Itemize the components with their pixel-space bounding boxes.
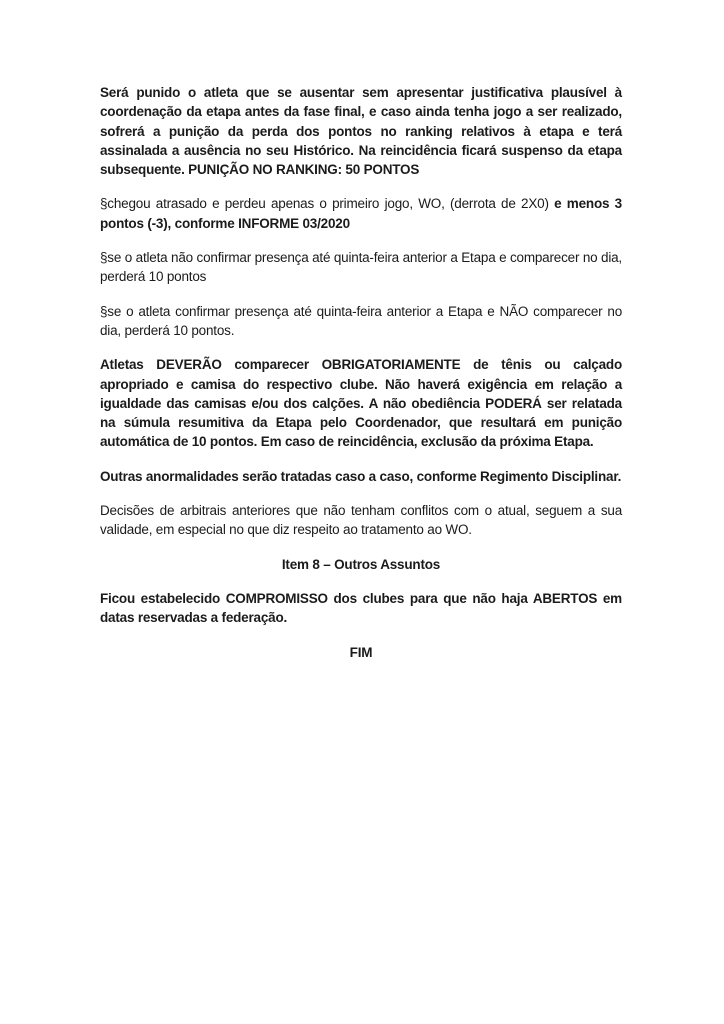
heading-item-8: [100, 555, 622, 574]
text-run: §se o atleta não confirmar presença até quinta-feira anterior a Etapa e comparecer no dia, perderá 10 pontos: [100, 250, 622, 285]
paragraph-late-wo-informe: [100, 194, 622, 233]
text-run: e menos 3 pontos (-3), conforme INFORME 03/2020: [100, 196, 622, 231]
text-run: §chegou atrasado e perdeu apenas o primeiro jogo, WO, (derrota de 2X0): [100, 196, 555, 212]
text-run: FIM: [349, 644, 373, 660]
text-run: Será punido o atleta que se ausentar sem apresentar justificativa plausível à coordenação da etapa antes da fase final, e caso ainda tenha jogo a ser realizado, sofrerá a punição da perda dos pontos no ranking relativos à etapa e terá assinalada a ausência no seu Histórico. Na reincidência ficará suspenso da etapa subsequente. PUNIÇÃO NO RANKING: 50 PONTOS: [100, 85, 622, 178]
paragraph-confirm-no-show: [100, 302, 622, 341]
text-run: Atletas DEVERÃO comparecer OBRIGATORIAMENTE de tênis ou calçado apropriado e camisa do respectivo clube. Não haverá exigência em relação a igualdade das camisas e/ou dos calções. A não obediência PODERÁ ser relatada na súmula resumitiva da Etapa pelo Coordenador, que resultará em punição automática de 10 pontos. Em caso de reincidência, exclusão da próxima Etapa.: [100, 357, 622, 450]
text-run: Ficou estabelecido COMPROMISSO dos clubes para que não haja ABERTOS em datas reservadas a federação.: [100, 590, 622, 626]
text-run: Item 8 – Outros Assuntos: [281, 556, 441, 572]
paragraph-absence-punishment: [100, 83, 622, 179]
text-run: Outras anormalidades serão tratadas caso a caso, conforme Regimento Disciplinar.: [100, 468, 622, 484]
paragraph-no-confirm-attend: [100, 248, 622, 287]
document-content: [100, 83, 622, 677]
paragraph-previous-decisions: [100, 501, 622, 540]
text-run: Decisões de arbitrais anteriores que não tenham conflitos com o atual, seguem a sua validade, em especial no que diz respeito ao tratamento ao WO.: [100, 503, 622, 538]
text-run: §se o atleta confirmar presença até quinta-feira anterior a Etapa e NÃO comparecer no dia, perderá 10 pontos.: [100, 303, 622, 338]
paragraph-dress-code: [100, 355, 622, 451]
paragraph-other-anomalies: [100, 467, 622, 486]
paragraph-open-tournaments: [100, 589, 622, 628]
heading-fim: [100, 643, 622, 662]
